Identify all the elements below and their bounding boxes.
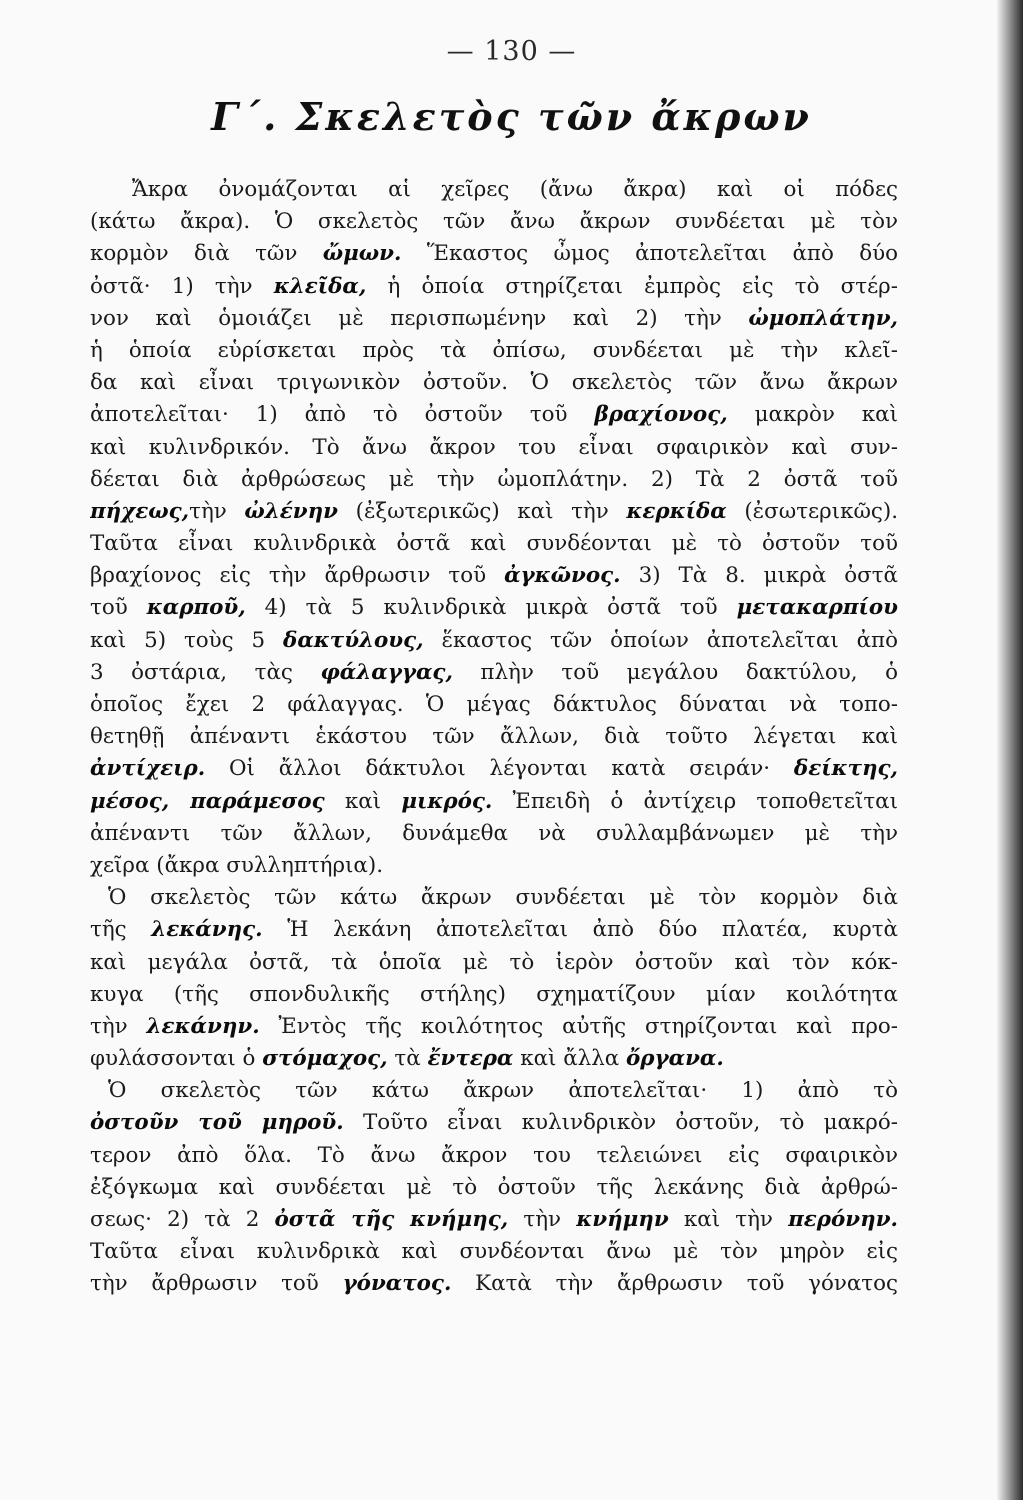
text-run: ἀποτελεῖται· 1) ἀπὸ τὸ ὀστοῦν τοῦ: [90, 402, 595, 428]
text-line: [90, 528, 898, 560]
text-line: [90, 1107, 898, 1139]
emphasized-term: κερκίδα: [626, 498, 727, 524]
text-run: σεως· 2) τὰ 2: [90, 1207, 275, 1232]
text-run: τοῦ: [90, 595, 147, 621]
text-line: [90, 1172, 898, 1204]
text-run: καὶ ἄλλα: [513, 1046, 627, 1072]
emphasized-term: βραχίονος,: [594, 402, 728, 428]
text-run: Ἡ λεκάνη ἀποτελεῖται ἀπὸ δύο πλατέα, κυρτὰ: [262, 917, 898, 943]
text-run: καὶ: [324, 788, 402, 814]
emphasized-term: ἀγκῶνος.: [504, 563, 621, 589]
text-run: Κατὰ τὴν ἄρθρωσιν τοῦ γόνατος: [451, 1271, 898, 1297]
text-line: [90, 979, 898, 1011]
text-line: [90, 174, 898, 206]
body-text: [90, 174, 898, 1301]
text-run: ἀπέναντι τῶν ἄλλων, δυνάμεθα νὰ συλλαμβάνωμεν μὲ τὴν: [90, 820, 898, 846]
text-run: καὶ 5) τοὺς 5: [90, 627, 284, 653]
text-run: τὴν ἄρθρωσιν τοῦ: [90, 1271, 343, 1297]
text-line: [90, 947, 898, 979]
emphasized-term: πήχεως,: [90, 498, 190, 524]
text-run: φυλάσσονται ὁ: [90, 1046, 263, 1072]
text-line: [90, 657, 898, 689]
emphasized-term: ὀστᾶ τῆς κνήμης,: [274, 1207, 509, 1232]
emphasized-term: κλεῖδα,: [273, 273, 367, 299]
text-line: [90, 399, 898, 431]
text-run: Ἐπειδὴ ὁ ἀντίχειρ τοποθετεῖται: [492, 788, 898, 814]
text-run: Τοῦτο εἶναι κυλινδρικὸν ὀστοῦν, τὸ μακρό-: [343, 1110, 898, 1136]
text-run: Ἕκαστος ὦμος ἀποτελεῖται ἀπὸ δύο: [401, 241, 898, 267]
text-run: νον καὶ ὁμοιάζει μὲ περισπωμένην καὶ 2) τὴν: [90, 305, 749, 331]
text-run: τὴν: [90, 1013, 147, 1039]
emphasized-term: μικρός.: [401, 788, 493, 814]
emphasized-term: κνήμην: [576, 1207, 669, 1232]
text-line: [90, 206, 898, 238]
text-line: [90, 1011, 898, 1043]
text-line: [90, 560, 898, 592]
text-run: ὀστᾶ· 1) τὴν: [90, 273, 274, 299]
emphasized-term: φάλαγγας,: [320, 659, 453, 685]
text-run: 3 ὀστάρια, τὰς: [90, 659, 321, 685]
text-run: Ταῦτα εἶναι κυλινδρικὰ ὀστᾶ καὶ συνδέονται μὲ τὸ ὀστοῦν τοῦ: [90, 531, 898, 557]
text-line: [90, 914, 898, 946]
emphasized-term: στόμαχος,: [262, 1046, 388, 1072]
text-line: [90, 271, 898, 303]
emphasized-term: μετακαρπίου: [736, 595, 898, 621]
emphasized-term: ἔντερα: [427, 1046, 514, 1072]
text-run: (κάτω ἄκρα). Ὁ σκελετὸς τῶν ἄνω ἄκρων συνδέεται μὲ τὸν: [90, 209, 898, 235]
text-run: ὁποῖος ἔχει 2 φάλαγγας. Ὁ μέγας δάκτυλος δύναται νὰ τοπο-: [90, 692, 898, 717]
text-run: μακρὸν καὶ: [727, 402, 898, 428]
emphasized-term: ὀστοῦν τοῦ μηροῦ.: [90, 1110, 344, 1136]
text-line: [90, 367, 898, 399]
emphasized-term: καρποῦ,: [146, 595, 246, 621]
text-run: Ἄκρα ὀνομάζονται αἱ χεῖρες (ἄνω ἄκρα) καὶ οἱ πόδες: [132, 177, 898, 202]
emphasized-term: ὤμων.: [322, 241, 402, 267]
text-line: [90, 496, 898, 528]
text-run: καὶ μεγάλα ὀστᾶ, τὰ ὁποῖα μὲ τὸ ἱερὸν ὀστοῦν καὶ τὸν κόκ-: [90, 949, 898, 975]
text-line: [90, 850, 898, 882]
text-run: 3) Τὰ 8. μικρὰ ὀστᾶ: [620, 563, 898, 589]
text-line: [90, 335, 898, 367]
text-run: τῆς: [90, 917, 152, 943]
text-run: Ὁ σκελετὸς τῶν κάτω ἄκρων ἀποτελεῖται· 1) ἀπὸ τὸ: [108, 1078, 898, 1104]
text-run: δα καὶ εἶναι τριγωνικὸν ὀστοῦν. Ὁ σκελετὸς τῶν ἄνω ἄκρων: [90, 370, 898, 396]
text-run: (ἐξωτερικῶς) καὶ τὴν: [338, 498, 627, 524]
emphasized-term: περόνην.: [788, 1207, 898, 1232]
text-line: [90, 1075, 898, 1107]
section-title: Γ΄. Σκελετὸς τῶν ἄκρων: [211, 94, 812, 139]
text-run: ἐξόγκωμα καὶ συνδέεται μὲ τὸ ὀστοῦν τῆς λεκάνης διὰ ἀρθρώ-: [90, 1174, 898, 1200]
text-line: [90, 592, 898, 624]
text-line: [90, 1204, 898, 1236]
text-run: ἡ ὁποία εὑρίσκεται πρὸς τὰ ὀπίσω, συνδέεται μὲ τὴν κλεῖ-: [90, 337, 898, 363]
text-line: [90, 689, 898, 721]
text-run: κορμὸν διὰ τῶν: [90, 241, 323, 267]
text-run: (ἐσωτερικῶς).: [726, 498, 898, 524]
emphasized-term: δακτύλους,: [283, 627, 424, 653]
text-run: πλὴν τοῦ μεγάλου δακτύλου, ὁ: [452, 659, 898, 685]
text-run: 4) τὰ 5 κυλινδρικὰ μικρὰ ὀστᾶ τοῦ: [245, 595, 737, 621]
emphasized-term: ἀντίχειρ.: [90, 756, 206, 782]
emphasized-term: λεκάνης.: [151, 917, 263, 943]
text-run: Οἱ ἄλλοι δάκτυλοι λέγονται κατὰ σειράν·: [205, 756, 794, 782]
text-run: ἡ ὁποία στηρίζεται ἐμπρὸς εἰς τὸ στέρ-: [366, 273, 898, 299]
text-run: τὴν: [508, 1207, 577, 1232]
text-line: [90, 1140, 898, 1172]
page-gutter-shadow: [997, 0, 1023, 1500]
text-run: τὴν: [189, 498, 245, 524]
text-line: [90, 464, 898, 496]
text-run: χεῖρα (ἄκρα συλληπτήρια).: [90, 852, 384, 878]
text-run: τὰ: [387, 1046, 428, 1072]
emphasized-term: μέσος, παράμεσος: [90, 788, 325, 814]
emphasized-term: ὠλένην: [244, 498, 338, 524]
emphasized-term: ὠμοπλάτην,: [748, 305, 898, 331]
text-line: [90, 1236, 898, 1268]
text-run: κυγα (τῆς σπονδυλικῆς στήλης) σχηματίζουν μίαν κοιλότητα: [90, 981, 898, 1007]
text-line: [90, 786, 898, 818]
text-run: βραχίονος εἰς τὴν ἄρθρωσιν τοῦ: [90, 563, 505, 589]
text-run: καὶ κυλινδρικόν. Τὸ ἄνω ἄκρον του εἶναι σφαιρικὸν καὶ συν-: [90, 434, 898, 460]
text-line: [90, 753, 898, 785]
text-line: [90, 1268, 898, 1300]
emphasized-term: ὄργανα.: [626, 1046, 724, 1072]
text-line: [90, 818, 898, 850]
text-run: Ταῦτα εἶναι κυλινδρικὰ καὶ συνδέονται ἄνω μὲ τὸν μηρὸν εἰς: [90, 1239, 898, 1265]
emphasized-term: λεκάνην.: [146, 1013, 260, 1039]
text-line: [90, 625, 898, 657]
text-line: [90, 721, 898, 753]
text-run: θετηθῇ ἀπέναντι ἑκάστου τῶν ἄλλων, διὰ τοῦτο λέγεται καὶ: [90, 724, 898, 750]
text-run: Ὁ σκελετὸς τῶν κάτω ἄκρων συνδέεται μὲ τὸν κορμὸν διὰ: [108, 885, 898, 911]
text-line: [90, 1043, 898, 1075]
text-line: [90, 882, 898, 914]
text-line: [90, 303, 898, 335]
emphasized-term: δείκτης,: [793, 756, 898, 782]
text-line: [90, 432, 898, 464]
emphasized-term: γόνατος.: [342, 1271, 452, 1297]
page-number: — 130 —: [446, 36, 577, 67]
text-run: Ἐντὸς τῆς κοιλότητος αὐτῆς στηρίζονται καὶ προ-: [259, 1013, 898, 1039]
text-run: δέεται διὰ ἀρθρώσεως μὲ τὴν ὠμοπλάτην. 2) Τὰ 2 ὀστᾶ τοῦ: [90, 466, 898, 492]
text-run: καὶ τὴν: [668, 1207, 789, 1232]
text-run: ἕκαστος τῶν ὁποίων ἀποτελεῖται ἀπὸ: [423, 627, 898, 653]
text-line: [90, 238, 898, 270]
text-run: τερον ἀπὸ ὅλα. Τὸ ἄνω ἄκρον του τελειώνει εἰς σφαιρικὸν: [90, 1142, 898, 1168]
